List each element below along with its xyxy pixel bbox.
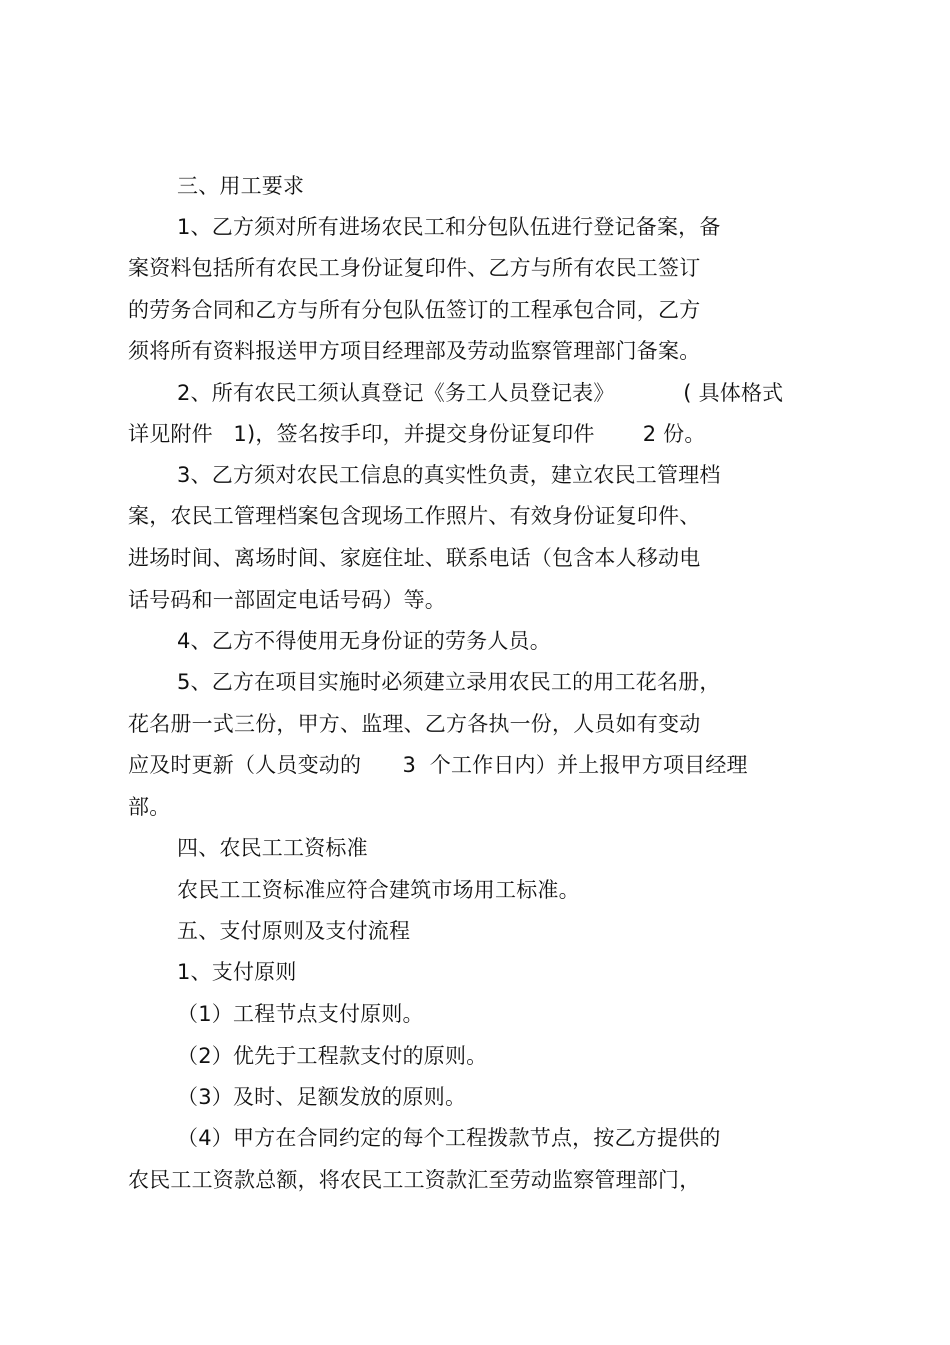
paragraph-line: 1、乙方须对所有进场农民工和分包队伍进行登记备案，备 [177, 215, 721, 239]
heading-payment-principles: 五、支付原则及支付流程 [177, 919, 411, 943]
paragraph-line: 5、乙方在项目实施时必须建立录用农民工的用工花名册， [177, 670, 721, 694]
list-item: （2）优先于工程款支付的原则。 [177, 1044, 488, 1068]
paragraph-line: 进场时间、离场时间、家庭住址、联系电话（包含本人移动电 [128, 546, 701, 570]
paragraph-line: 详见附件 1)，签名按手印，并提交身份证复印件 2 份。 [128, 422, 706, 446]
paragraph-line: 话号码和一部固定电话号码）等。 [128, 588, 446, 612]
paragraph-line: 农民工工资款总额，将农民工工资款汇至劳动监察管理部门， [128, 1168, 701, 1192]
paragraph-line: 案资料包括所有农民工身份证复印件、乙方与所有农民工签订 [128, 256, 701, 280]
subheading-payment-principles: 1、支付原则 [177, 960, 297, 984]
paragraph-line: 部。 [128, 795, 171, 819]
paragraph-line: 3、乙方须对农民工信息的真实性负责，建立农民工管理档 [177, 463, 721, 487]
paragraph-line: 花名册一式三份，甲方、监理、乙方各执一份，人员如有变动 [128, 712, 701, 736]
list-item: （4）甲方在合同约定的每个工程拨款节点，按乙方提供的 [177, 1126, 721, 1150]
list-item: （1）工程节点支付原则。 [177, 1002, 424, 1026]
paragraph-line: 农民工工资标准应符合建筑市场用工标准。 [177, 878, 580, 902]
paragraph-line: 2、所有农民工须认真登记《务工人员登记表》 ( 具体格式 [177, 381, 784, 405]
paragraph-line: 须将所有资料报送甲方项目经理部及劳动监察管理部门备案。 [128, 339, 701, 363]
heading-labor-requirements: 三、用工要求 [177, 174, 305, 198]
paragraph-line: 应及时更新（人员变动的 3 个工作日内）并上报甲方项目经理 [128, 753, 748, 777]
paragraph-line: 案，农民工管理档案包含现场工作照片、有效身份证复印件、 [128, 504, 701, 528]
list-item: （3）及时、足额发放的原则。 [177, 1085, 467, 1109]
paragraph-line: 4、乙方不得使用无身份证的劳务人员。 [177, 629, 551, 653]
heading-wage-standard: 四、农民工工资标准 [177, 836, 368, 860]
paragraph-line: 的劳务合同和乙方与所有分包队伍签订的工程承包合同，乙方 [128, 298, 701, 322]
